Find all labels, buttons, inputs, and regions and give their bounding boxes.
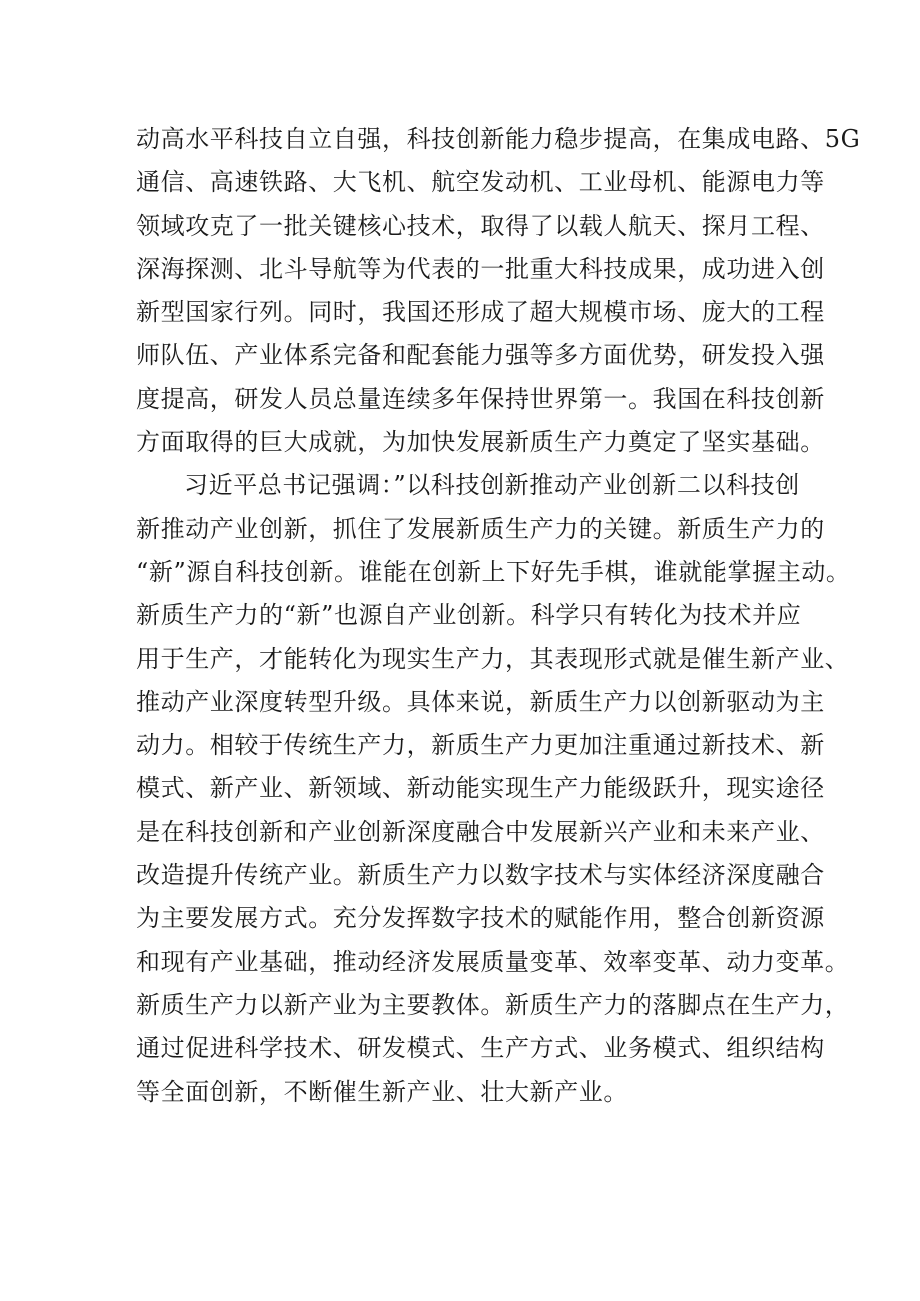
paragraph-line: 模式、新产业、新领域、新动能实现生产力能级跃升，现实途径 bbox=[136, 774, 825, 803]
paragraph-line: 新质生产力以新产业为主要教体。新质生产力的落脚点在生产力， bbox=[136, 990, 850, 1019]
paragraph-line: 度提高，研发人员总量连续多年保持世界第一。我国在科技创新 bbox=[136, 384, 825, 413]
paragraph-1 bbox=[136, 118, 861, 464]
paragraph-line: “新”源自科技创新。谁能在创新上下好先手棋，谁就能掌握主动。 bbox=[136, 557, 851, 586]
paragraph-line: 动高水平科技自立自强，科技创新能力稳步提高，在集成电路、5G bbox=[136, 125, 861, 153]
paragraph-line: 通过促进科学技术、研发模式、生产方式、业务模式、组织结构 bbox=[136, 1034, 825, 1063]
paragraph-2 bbox=[136, 464, 851, 1113]
paragraph-line: 习近平总书记强调：”以科技创新推动产业创新二以科技创 bbox=[184, 471, 800, 500]
paragraph-line: 新型国家行列。同时，我国还形成了超大规模市场、庞大的工程 bbox=[136, 298, 825, 327]
paragraph-line: 通信、高速铁路、大飞机、航空发动机、工业母机、能源电力等 bbox=[136, 168, 825, 197]
paragraph-line: 用于生产，才能转化为现实生产力，其表现形式就是催生新产业、 bbox=[136, 644, 850, 673]
document-body bbox=[136, 118, 861, 1114]
paragraph-line: 和现有产业基础，推动经济发展质量变革、效率变革、动力变革。 bbox=[136, 947, 850, 976]
paragraph-line: 新质生产力的“新”也源自产业创新。科学只有转化为技术并应 bbox=[136, 601, 802, 630]
paragraph-line: 方面取得的巨大成就，为加快发展新质生产力奠定了坚实基础。 bbox=[136, 428, 825, 457]
paragraph-line: 等全面创新，不断催生新产业、壮大新产业。 bbox=[136, 1077, 628, 1106]
paragraph-line: 领域攻克了一批关键核心技术，取得了以载人航天、探月工程、 bbox=[136, 211, 825, 240]
paragraph-line: 新推动产业创新，抓住了发展新质生产力的关键。新质生产力的 bbox=[136, 514, 825, 543]
paragraph-line: 动力。相较于传统生产力，新质生产力更加注重通过新技术、新 bbox=[136, 731, 825, 760]
paragraph-line: 是在科技创新和产业创新深度融合中发展新兴产业和未来产业、 bbox=[136, 817, 825, 846]
paragraph-line: 推动产业深度转型升级。具体来说，新质生产力以创新驱动为主 bbox=[136, 687, 825, 716]
paragraph-line: 为主要发展方式。充分发挥数字技术的赋能作用，整合创新资源 bbox=[136, 904, 825, 933]
paragraph-line: 改造提升传统产业。新质生产力以数字技术与实体经济深度融合 bbox=[136, 861, 825, 890]
paragraph-line: 深海探测、北斗导航等为代表的一批重大科技成果，成功进入创 bbox=[136, 254, 825, 283]
paragraph-line: 师队伍、产业体系完备和配套能力强等多方面优势，研发投入强 bbox=[136, 341, 825, 370]
